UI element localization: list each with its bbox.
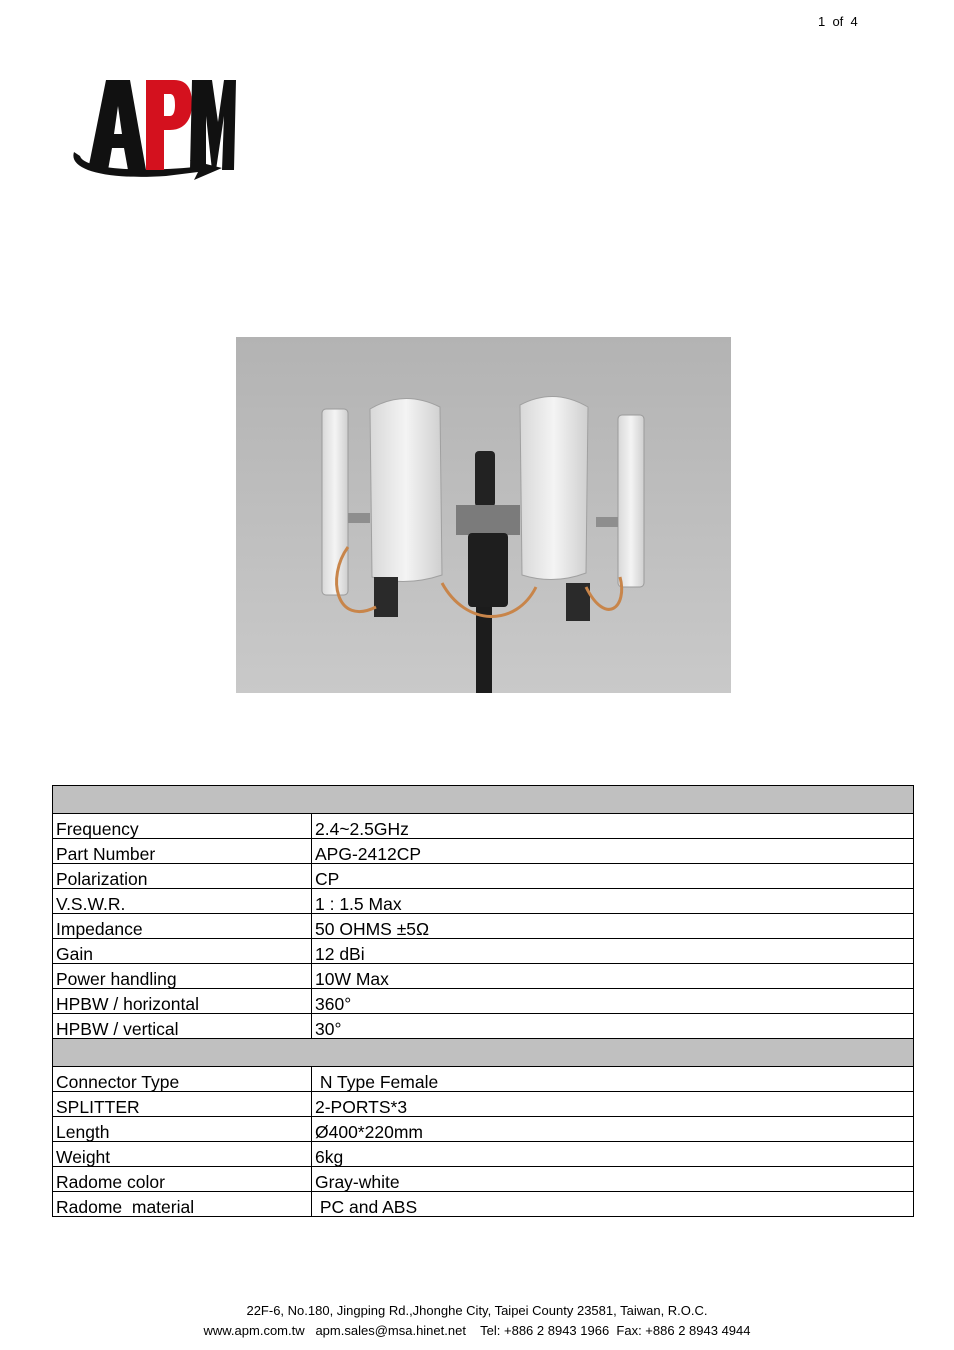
table-row xyxy=(53,964,914,989)
apm-logo xyxy=(66,72,242,192)
antenna-photo xyxy=(236,337,731,693)
table-row xyxy=(53,989,914,1014)
table-row xyxy=(53,1067,914,1092)
spec-value: APG-2412CP xyxy=(312,839,914,864)
spec-value: 30° xyxy=(312,1014,914,1039)
specifications-table xyxy=(52,785,914,1217)
section-header-electrical xyxy=(53,786,914,814)
table-row xyxy=(53,839,914,864)
table-row xyxy=(53,1117,914,1142)
spec-value: 2.4~2.5GHz xyxy=(312,814,914,839)
table-row xyxy=(53,889,914,914)
footer-address: 22F-6, No.180, Jingping Rd.,Jhonghe City, Taipei County 23581, Taiwan, R.O.C. xyxy=(246,1303,708,1318)
spec-value: N Type Female xyxy=(312,1067,914,1092)
spec-value: Gray-white xyxy=(312,1167,914,1192)
section-header-cell xyxy=(53,1039,914,1067)
spec-value: 2-PORTS*3 xyxy=(312,1092,914,1117)
spec-value: 50 OHMS ±5Ω xyxy=(312,914,914,939)
spec-label: Weight xyxy=(53,1142,312,1167)
table-row xyxy=(53,864,914,889)
table-row xyxy=(53,1167,914,1192)
spec-value: Ø400*220mm xyxy=(312,1117,914,1142)
section-header-mechanical xyxy=(53,1039,914,1067)
spec-label: Radome material xyxy=(53,1192,312,1217)
spec-label: V.S.W.R. xyxy=(53,889,312,914)
spec-label: Impedance xyxy=(53,914,312,939)
table-row xyxy=(53,939,914,964)
spec-value: 1 : 1.5 Max xyxy=(312,889,914,914)
spec-value: 12 dBi xyxy=(312,939,914,964)
spec-label: SPLITTER xyxy=(53,1092,312,1117)
spec-label: Gain xyxy=(53,939,312,964)
spec-value: 10W Max xyxy=(312,964,914,989)
spec-label: Polarization xyxy=(53,864,312,889)
page-indicator: 1 of 4 xyxy=(818,14,858,29)
table-row xyxy=(53,1092,914,1117)
table-row xyxy=(53,1014,914,1039)
spec-label: HPBW / horizontal xyxy=(53,989,312,1014)
spec-label: Radome color xyxy=(53,1167,312,1192)
spec-value: CP xyxy=(312,864,914,889)
section-header-cell xyxy=(53,786,914,814)
spec-value: PC and ABS xyxy=(312,1192,914,1217)
spec-value: 6kg xyxy=(312,1142,914,1167)
spec-label: HPBW / vertical xyxy=(53,1014,312,1039)
table-row xyxy=(53,914,914,939)
spec-label: Frequency xyxy=(53,814,312,839)
table-row xyxy=(53,1142,914,1167)
spec-label: Length xyxy=(53,1117,312,1142)
table-row xyxy=(53,1192,914,1217)
spec-label: Connector Type xyxy=(53,1067,312,1092)
spec-value: 360° xyxy=(312,989,914,1014)
spec-label: Power handling xyxy=(53,964,312,989)
table-row xyxy=(53,814,914,839)
footer-contact: www.apm.com.tw apm.sales@msa.hinet.net Tel: +886 2 8943 1966 Fax: +886 2 8943 4944 xyxy=(203,1323,751,1338)
spec-label: Part Number xyxy=(53,839,312,864)
